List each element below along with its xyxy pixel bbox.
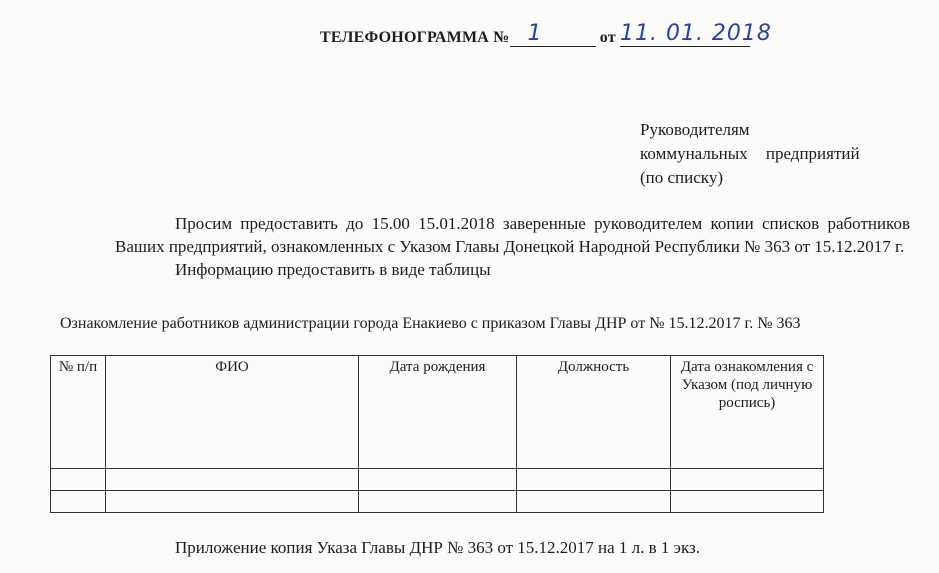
number-field <box>510 21 596 47</box>
header-cell-birthdate: Дата рождения <box>359 356 517 469</box>
body-paragraph-2: Информацию предоставить в виде таблицы <box>175 260 491 279</box>
table-cell <box>359 491 517 513</box>
table-cell <box>517 469 671 491</box>
date-field <box>619 21 772 47</box>
header-cell-ack-date: Дата ознакомления с Указом (под личную роспись) <box>671 356 824 469</box>
table-row <box>51 469 824 491</box>
header-cell-fio: ФИО <box>106 356 359 469</box>
body-text <box>115 212 910 281</box>
table-cell <box>359 469 517 491</box>
table-cell <box>51 491 106 513</box>
table-row <box>51 491 824 513</box>
table-caption: Ознакомление работников администрации города Енакиево с приказом Главы ДНР от № 15.12.2017 г. № 363 <box>60 315 801 332</box>
document-title <box>320 21 772 47</box>
table-cell <box>106 469 359 491</box>
body-paragraph-1: Просим предоставить до 15.00 15.01.2018 заверенные руководителем копии списков работников Ваших предприятий, ознакомленных с Указом Главы Донецкой Народной Республики № 363 от 15.12.2017 г. <box>115 214 910 256</box>
table-header-row <box>51 356 824 469</box>
addressee-block <box>640 118 860 190</box>
appendix-note: Приложение копия Указа Главы ДНР № 363 от 15.12.2017 на 1 л. в 1 экз. <box>175 538 700 557</box>
header-cell-position: Должность <box>517 356 671 469</box>
handwritten-number: 1 <box>527 21 542 46</box>
header-cell-number: № п/п <box>51 356 106 469</box>
table-cell <box>517 491 671 513</box>
title-prefix: ТЕЛЕФОНОГРАММА № <box>320 29 510 46</box>
addressee-line-2: коммунальных предприятий <box>640 144 860 163</box>
addressee-line-1: Руководителям <box>640 120 750 139</box>
table-cell <box>51 469 106 491</box>
table-cell <box>106 491 359 513</box>
info-table <box>50 355 824 513</box>
table-cell <box>671 469 824 491</box>
handwritten-date: 11. 01. 2018 <box>619 21 772 46</box>
from-label: от <box>599 29 616 46</box>
addressee-line-3: (по списку) <box>640 168 723 187</box>
table-cell <box>671 491 824 513</box>
